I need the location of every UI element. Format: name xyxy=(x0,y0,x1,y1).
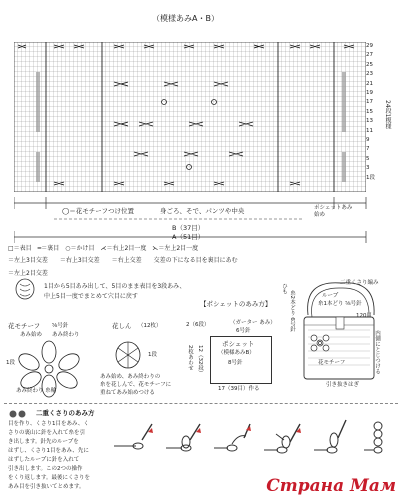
section-divider xyxy=(4,403,398,404)
instructions-text-6: 引き出します。この2つの操作 xyxy=(8,466,83,472)
core-note-3: 重ねてあみ始めつける xyxy=(100,390,155,396)
core-count: （12枚） xyxy=(138,323,162,329)
a-width-label: A（51目） xyxy=(172,233,205,241)
instructions-text-4: はずし、くさり1目をあみ、先に xyxy=(8,448,89,454)
row-number: 11 xyxy=(366,127,373,134)
motif-yarn-note: あみ終わり 糸輪 xyxy=(16,388,57,394)
motif-end: あみ終わり xyxy=(52,332,80,338)
pochette-width: 17（39目）作る xyxy=(218,386,260,392)
bullet-circles-icon xyxy=(8,408,38,420)
pochette-height-1: 2（6段） xyxy=(186,322,210,328)
flower-core-diagram xyxy=(110,338,150,372)
string-label: ひも xyxy=(281,283,287,294)
core-note-1: あみ始め、あみ終わりの xyxy=(100,374,161,380)
row-number: 3 xyxy=(366,165,370,172)
pochette-header: 【ポシェットのあみ方】 xyxy=(200,300,272,308)
flower-position-note: ◯＝花モチーフつけ位置 xyxy=(62,207,134,215)
repeat-note: 24段1模様 xyxy=(384,100,391,130)
bottom-seam-label: 引き抜きはぎ xyxy=(326,382,360,388)
pochette-needle: 6号針 xyxy=(236,328,251,334)
motif-round-1: 1段 xyxy=(6,360,15,366)
row-number: 13 xyxy=(366,118,373,125)
instructions-text-1: 目を作り、くさり1目をあみ、く xyxy=(8,421,89,427)
bobble-symbol-icon xyxy=(10,278,40,300)
knitting-chart-grid xyxy=(14,42,366,192)
loop-label: ループ xyxy=(322,293,339,299)
row-number: 17 xyxy=(366,99,373,106)
instructions-text-2: さりの裏山に針を入れて糸を引 xyxy=(8,430,86,436)
legend-line-1: □＝表目 ━＝裏目 ○＝かけ目 ⋌＝右上2目一度 ⋋＝左上2目一度 xyxy=(8,245,199,252)
pochette-height-2: 12（32段） xyxy=(197,345,203,376)
motif-start: あみ始め xyxy=(20,332,43,338)
row-number: 7 xyxy=(366,146,370,153)
watermark-text: Страна Мам xyxy=(266,476,396,496)
legend-line-5: 中上5目一度でまとめて穴目に戻す xyxy=(44,293,138,300)
instructions-text-3: き出します。針先のループを xyxy=(8,439,79,445)
row-number: 27 xyxy=(366,52,373,59)
legend-line-3: ＝左上2目交差 xyxy=(8,270,48,277)
double-chain-steps-illustration xyxy=(108,412,398,478)
pochette-fold: 2枚あわせ xyxy=(187,345,193,371)
motif-label: 花モチーフ xyxy=(8,322,41,330)
body-center-note: 身ごろ、そで、パンツや中央 xyxy=(160,207,245,215)
row-number: 15 xyxy=(366,108,373,115)
string-detail: 糸2本どり 6号針 xyxy=(289,290,295,332)
stitch-count: 120目 xyxy=(356,313,372,319)
row-number: 21 xyxy=(366,80,373,87)
pochette-pattern: （模様あみB） xyxy=(218,350,255,356)
pochette-body: ポシェット xyxy=(222,340,255,348)
row-number: 23 xyxy=(366,71,373,78)
instructions-header: 二重くさりのあみ方 xyxy=(36,409,95,417)
row-number: 1段 xyxy=(366,174,375,181)
legend-line-2: ＝左上3目交差 ＝右上3目交差 ＝右上交差 交差の下になる目を裏目にあむ xyxy=(8,257,238,264)
row-number: 29 xyxy=(366,43,373,49)
chart-title: （模様あみA・B） xyxy=(152,14,219,23)
chain-label: 二重くさり編み xyxy=(340,280,379,286)
row-number: 19 xyxy=(366,90,373,97)
row-numbers xyxy=(366,42,378,183)
instructions-text-8: あみ目を引き抜いてとめます。 xyxy=(8,484,85,490)
core-label: 花しん xyxy=(112,322,132,330)
pochette-needle-2: 8号針 xyxy=(228,360,243,366)
core-note-2: 糸を花しんで、花モチーフに xyxy=(100,382,172,388)
row-number: 5 xyxy=(366,155,370,162)
pochette-start-note: ポシェットあみ始め xyxy=(314,205,353,218)
instructions-text-5: はずしたループに針を入れて xyxy=(8,457,80,463)
row-number: 25 xyxy=(366,61,373,68)
core-round-1: 1段 xyxy=(148,352,157,358)
side-note: 内側にとじつける xyxy=(374,330,380,374)
row-number: 9 xyxy=(366,137,370,144)
legend-line-4: 1目から5目あみ出して、5目のまま表目を3段あみ、 xyxy=(44,283,186,290)
flower-on-bag-label: 花モチーフ xyxy=(318,360,346,366)
pochette-garter: （ガーター あみ） xyxy=(230,320,276,326)
instructions-text-7: をくり返します。最後にくさりを xyxy=(8,475,91,481)
b-width-label: B（37目） xyxy=(172,224,205,232)
loop-detail: 糸1本どり ⅝号針 xyxy=(318,301,362,307)
motif-needle: ⅝号針 xyxy=(52,323,69,329)
